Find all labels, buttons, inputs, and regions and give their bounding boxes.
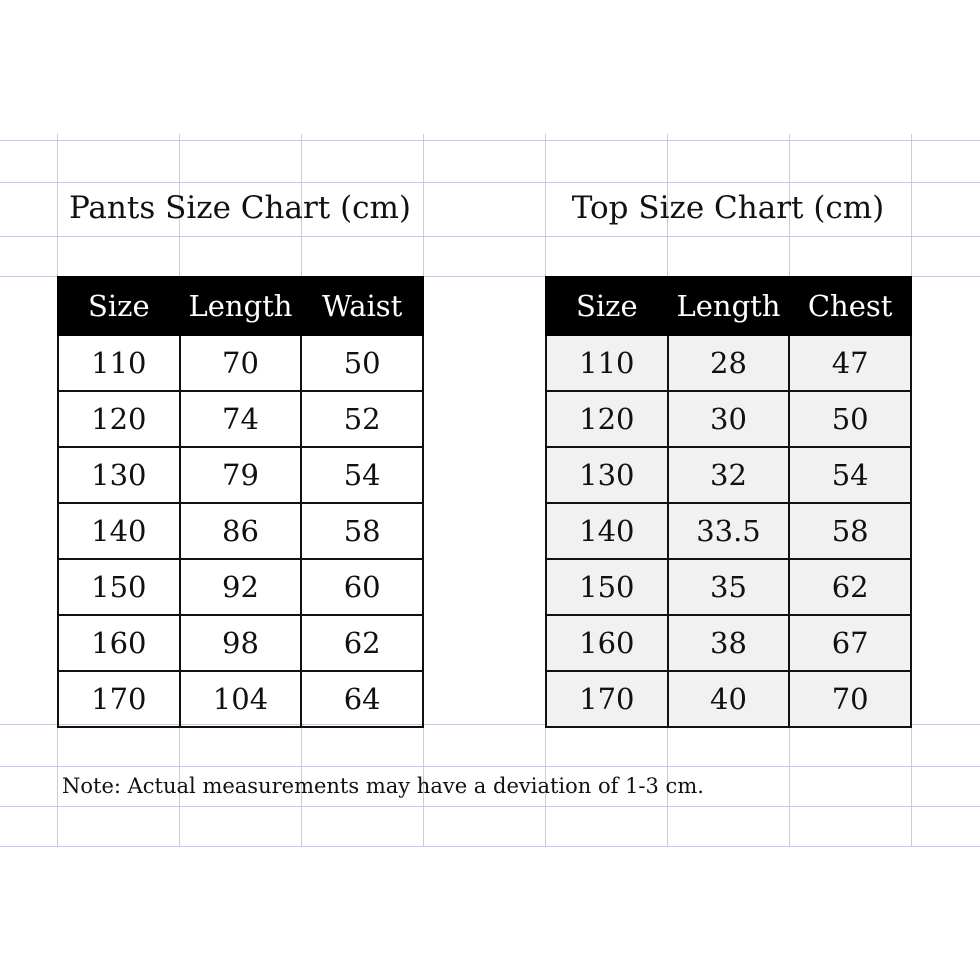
pants-waist-cell: 60 bbox=[301, 559, 423, 615]
table-row bbox=[58, 503, 423, 559]
top-size-cell: 110 bbox=[546, 335, 668, 391]
table-row bbox=[546, 391, 911, 447]
pants-chart-title: Pants Size Chart (cm) bbox=[68, 190, 412, 226]
pants-waist-cell: 64 bbox=[301, 671, 423, 727]
top-chest-cell: 54 bbox=[789, 447, 911, 503]
top-length-cell: 38 bbox=[668, 615, 790, 671]
pants-waist-cell: 52 bbox=[301, 391, 423, 447]
top-size-cell: 120 bbox=[546, 391, 668, 447]
table-row bbox=[546, 335, 911, 391]
top-length-cell: 28 bbox=[668, 335, 790, 391]
pants-length-cell: 86 bbox=[180, 503, 302, 559]
pants-waist-cell: 50 bbox=[301, 335, 423, 391]
table-row bbox=[58, 559, 423, 615]
top-header-length: Length bbox=[668, 277, 790, 335]
top-size-cell: 140 bbox=[546, 503, 668, 559]
top-size-cell: 150 bbox=[546, 559, 668, 615]
top-size-cell: 170 bbox=[546, 671, 668, 727]
top-header-row bbox=[546, 277, 911, 335]
pants-header-row bbox=[58, 277, 423, 335]
pants-length-cell: 92 bbox=[180, 559, 302, 615]
table-row bbox=[58, 671, 423, 727]
top-length-cell: 30 bbox=[668, 391, 790, 447]
top-chest-cell: 58 bbox=[789, 503, 911, 559]
top-length-cell: 35 bbox=[668, 559, 790, 615]
top-header-chest: Chest bbox=[789, 277, 911, 335]
top-size-cell: 160 bbox=[546, 615, 668, 671]
table-row bbox=[58, 615, 423, 671]
table-row bbox=[546, 615, 911, 671]
top-header-size: Size bbox=[546, 277, 668, 335]
top-chest-cell: 67 bbox=[789, 615, 911, 671]
table-row bbox=[546, 503, 911, 559]
top-chest-cell: 47 bbox=[789, 335, 911, 391]
grid-horizontal-line bbox=[0, 806, 980, 807]
measurement-note: Note: Actual measurements may have a deviation of 1-3 cm. bbox=[62, 774, 704, 798]
top-chest-cell: 50 bbox=[789, 391, 911, 447]
table-row bbox=[546, 559, 911, 615]
table-row bbox=[546, 447, 911, 503]
top-length-cell: 40 bbox=[668, 671, 790, 727]
top-chest-cell: 70 bbox=[789, 671, 911, 727]
pants-header-length: Length bbox=[180, 277, 302, 335]
pants-header-waist: Waist bbox=[301, 277, 423, 335]
pants-header-size: Size bbox=[58, 277, 180, 335]
pants-waist-cell: 54 bbox=[301, 447, 423, 503]
pants-size-cell: 160 bbox=[58, 615, 180, 671]
pants-length-cell: 74 bbox=[180, 391, 302, 447]
pants-size-cell: 110 bbox=[58, 335, 180, 391]
top-chest-cell: 62 bbox=[789, 559, 911, 615]
pants-size-cell: 120 bbox=[58, 391, 180, 447]
grid-horizontal-line bbox=[0, 236, 980, 237]
pants-size-table bbox=[57, 276, 424, 728]
pants-length-cell: 104 bbox=[180, 671, 302, 727]
top-length-cell: 33.5 bbox=[668, 503, 790, 559]
grid-horizontal-line bbox=[0, 846, 980, 847]
pants-size-cell: 150 bbox=[58, 559, 180, 615]
top-length-cell: 32 bbox=[668, 447, 790, 503]
top-size-cell: 130 bbox=[546, 447, 668, 503]
top-chart-title: Top Size Chart (cm) bbox=[571, 190, 885, 226]
pants-waist-cell: 58 bbox=[301, 503, 423, 559]
pants-size-cell: 170 bbox=[58, 671, 180, 727]
pants-waist-cell: 62 bbox=[301, 615, 423, 671]
table-row bbox=[546, 671, 911, 727]
table-row bbox=[58, 447, 423, 503]
table-row bbox=[58, 335, 423, 391]
pants-size-cell: 130 bbox=[58, 447, 180, 503]
pants-length-cell: 70 bbox=[180, 335, 302, 391]
pants-size-cell: 140 bbox=[58, 503, 180, 559]
grid-horizontal-line bbox=[0, 140, 980, 141]
table-row bbox=[58, 391, 423, 447]
pants-length-cell: 98 bbox=[180, 615, 302, 671]
top-size-table bbox=[545, 276, 912, 728]
pants-length-cell: 79 bbox=[180, 447, 302, 503]
